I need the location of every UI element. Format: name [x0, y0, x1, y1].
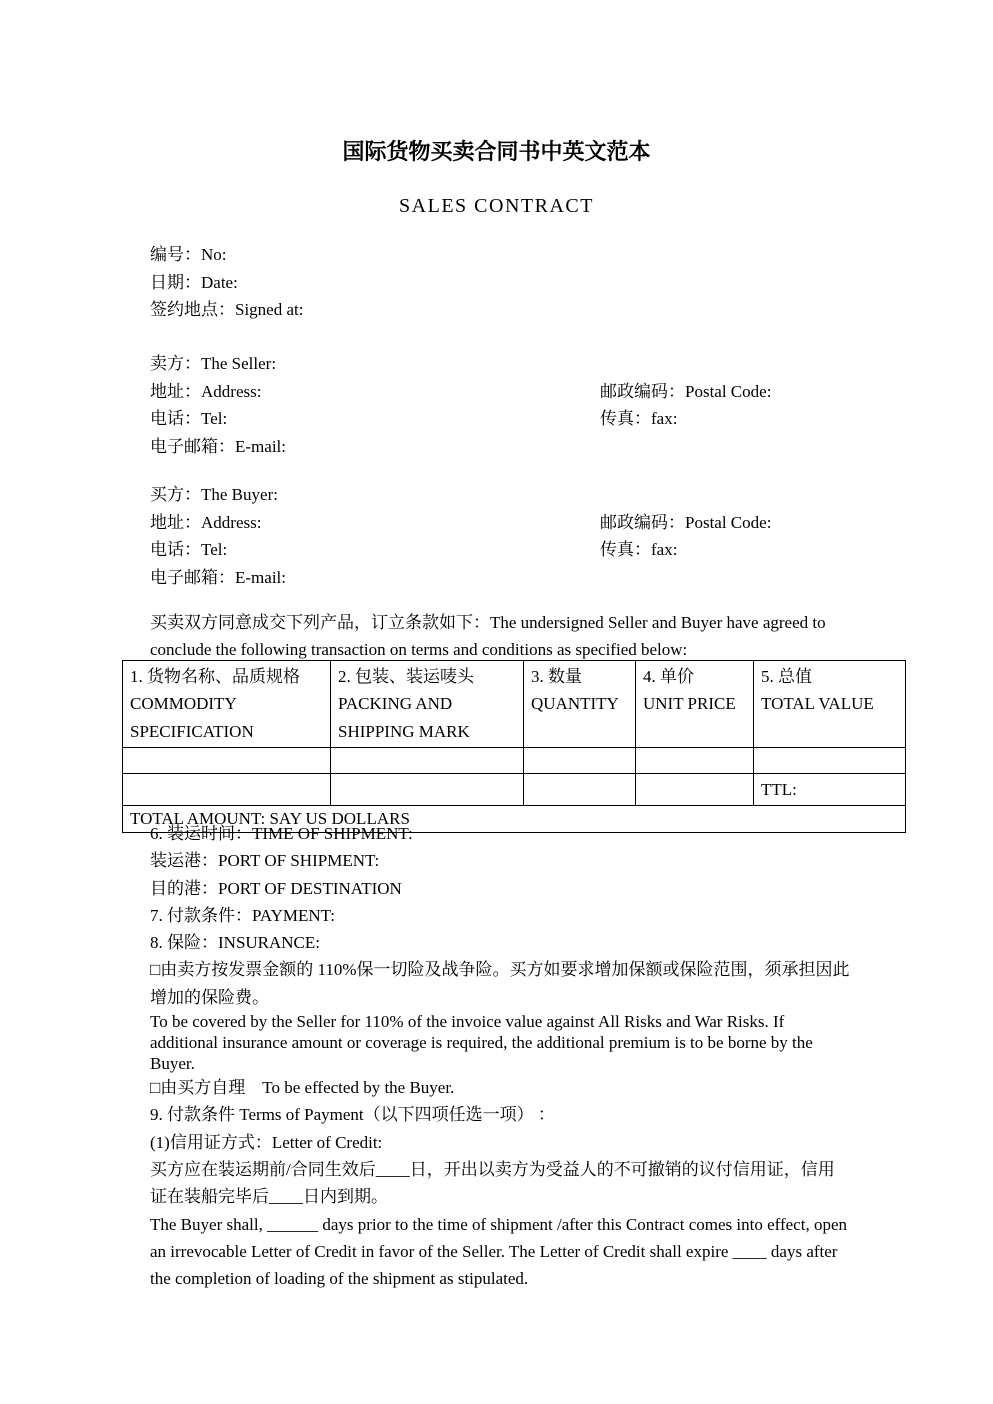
- seller-tel-field: 电话：Tel:: [150, 409, 228, 428]
- insurance-option-buyer: [150, 1074, 850, 1101]
- letter-of-credit-text-en: The Buyer shall, ______ days prior to the time of shipment /after this Contract comes into effect, open an irrevocable Letter of Credit in favor of the Seller. The Letter of Credit shall expire ____ days after the completion of loading of the shipment as stipulated.: [150, 1214, 847, 1289]
- contract-meta: [150, 241, 303, 324]
- seller-tel-row: [150, 405, 870, 433]
- insurance-buyer-checkbox-icon[interactable]: □: [150, 1078, 161, 1098]
- blank-cell: [331, 747, 524, 773]
- field-no: 编号：No:: [150, 245, 227, 264]
- buyer-section: [150, 481, 870, 591]
- seller-email-field: 电子邮箱：E-mail:: [150, 436, 286, 456]
- blank-cell: [524, 747, 636, 773]
- goods-table: [122, 660, 906, 833]
- contract-heading: SALES CONTRACT: [399, 195, 594, 217]
- buyer-address-field: 地址：Address:: [150, 512, 262, 532]
- field-signed-at: 签约地点：Signed at:: [150, 300, 304, 319]
- clause-insurance: 8. 保险：INSURANCE:: [150, 933, 321, 953]
- buyer-name-row: [150, 481, 870, 509]
- header-cell-commodity: [123, 661, 331, 748]
- document-title: 国际货物买卖合同书中英文范本: [342, 139, 651, 164]
- clause-payment: 7. 付款条件：PAYMENT:: [150, 905, 335, 925]
- header-cell-unit-price: [636, 661, 754, 748]
- header-line: SPECIFICATION: [130, 721, 254, 741]
- buyer-email-row: [150, 564, 870, 592]
- insurance-option-seller: [150, 956, 850, 1011]
- header-cell-quantity: [524, 661, 636, 748]
- clause-port-of-shipment: 装运港：PORT OF SHIPMENT:: [150, 851, 380, 871]
- seller-name-row: [150, 350, 870, 378]
- clause-port-of-destination: 目的港：PORT OF DESTINATION: [150, 878, 402, 898]
- blank-cell: [636, 747, 754, 773]
- seller-label: 卖方：The Seller:: [150, 354, 277, 373]
- header-line: 5. 总值: [761, 667, 812, 686]
- header-line: QUANTITY: [531, 694, 619, 714]
- seller-address-row: [150, 378, 870, 406]
- contract-clauses: [150, 820, 850, 1292]
- header-line: 4. 单价: [643, 667, 694, 686]
- table-ttl-row: [123, 773, 906, 805]
- blank-cell: [123, 747, 331, 773]
- header-line: UNIT PRICE: [643, 694, 736, 714]
- header-cell-total-value: [754, 661, 906, 748]
- header-line: SHIPPING MARK: [338, 721, 470, 741]
- field-date: 日期：Date:: [150, 272, 238, 292]
- header-line: 1. 货物名称、品质规格: [130, 667, 300, 686]
- header-cell-packing: [331, 661, 524, 748]
- buyer-tel-row: [150, 536, 870, 564]
- seller-postal-code-field: 邮政编码：Postal Code:: [600, 381, 772, 401]
- insurance-seller-text-zh: 由卖方按发票金额的 110%保一切险及战争险。买方如要求增加保额或保险范围，须承担因此增加的保险费。: [150, 960, 850, 1007]
- header-line: PACKING AND: [338, 694, 453, 714]
- header-line: TOTAL VALUE: [761, 694, 874, 714]
- blank-cell: [754, 747, 906, 773]
- buyer-address-row: [150, 509, 870, 537]
- insurance-seller-checkbox-icon[interactable]: □: [150, 960, 161, 980]
- table-header-row: [123, 661, 906, 748]
- blank-cell: [524, 773, 636, 805]
- header-line: COMMODITY: [130, 694, 237, 714]
- blank-cell: [123, 773, 331, 805]
- blank-cell: [636, 773, 754, 805]
- buyer-tel-field: 电话：Tel:: [150, 540, 228, 559]
- buyer-fax-field: 传真：fax:: [600, 540, 678, 559]
- seller-section: [150, 350, 870, 460]
- seller-fax-field: 传真：fax:: [600, 409, 678, 428]
- header-line: 2. 包装、装运唛头: [338, 667, 474, 686]
- seller-address-field: 地址：Address:: [150, 381, 262, 401]
- clause-terms-of-payment: 9. 付款条件 Terms of Payment（以下四项任选一项） ：: [150, 1105, 555, 1125]
- ttl-cell: TTL:: [754, 773, 906, 805]
- letter-of-credit-text-zh: 买方应在装运期前/合同生效后____日，开出以卖方为受益人的不可撤销的议付信用证，信用证在装船完毕后____日内到期。: [150, 1159, 835, 1207]
- table-blank-row: [123, 747, 906, 773]
- seller-email-row: [150, 433, 870, 461]
- total-amount-cell: TOTAL AMOUNT: SAY US DOLLARS: [123, 806, 906, 833]
- intro-paragraph: 买卖双方同意成交下列产品，订立条款如下：The undersigned Seller and Buyer have agreed to conclude the following transaction on terms and conditions as specified below:: [150, 613, 826, 660]
- buyer-label: 买方：The Buyer:: [150, 485, 278, 504]
- buyer-email-field: 电子邮箱：E-mail:: [150, 567, 286, 587]
- insurance-seller-text-en: To be covered by the Seller for 110% of the invoice value against All Risks and War Risks. If additional insurance amount or coverage is required, the additional premium is to be borne by the Buyer.: [150, 1012, 813, 1074]
- buyer-postal-code-field: 邮政编码：Postal Code:: [600, 512, 772, 532]
- blank-cell: [331, 773, 524, 805]
- clause-time-of-shipment: 6. 装运时间：TIME OF SHIPMENT:: [150, 824, 413, 843]
- insurance-buyer-text: 由买方自理 To be effected by the Buyer.: [160, 1078, 455, 1098]
- clause-letter-of-credit: (1)信用证方式：Letter of Credit:: [150, 1132, 383, 1152]
- header-line: 3. 数量: [531, 667, 582, 686]
